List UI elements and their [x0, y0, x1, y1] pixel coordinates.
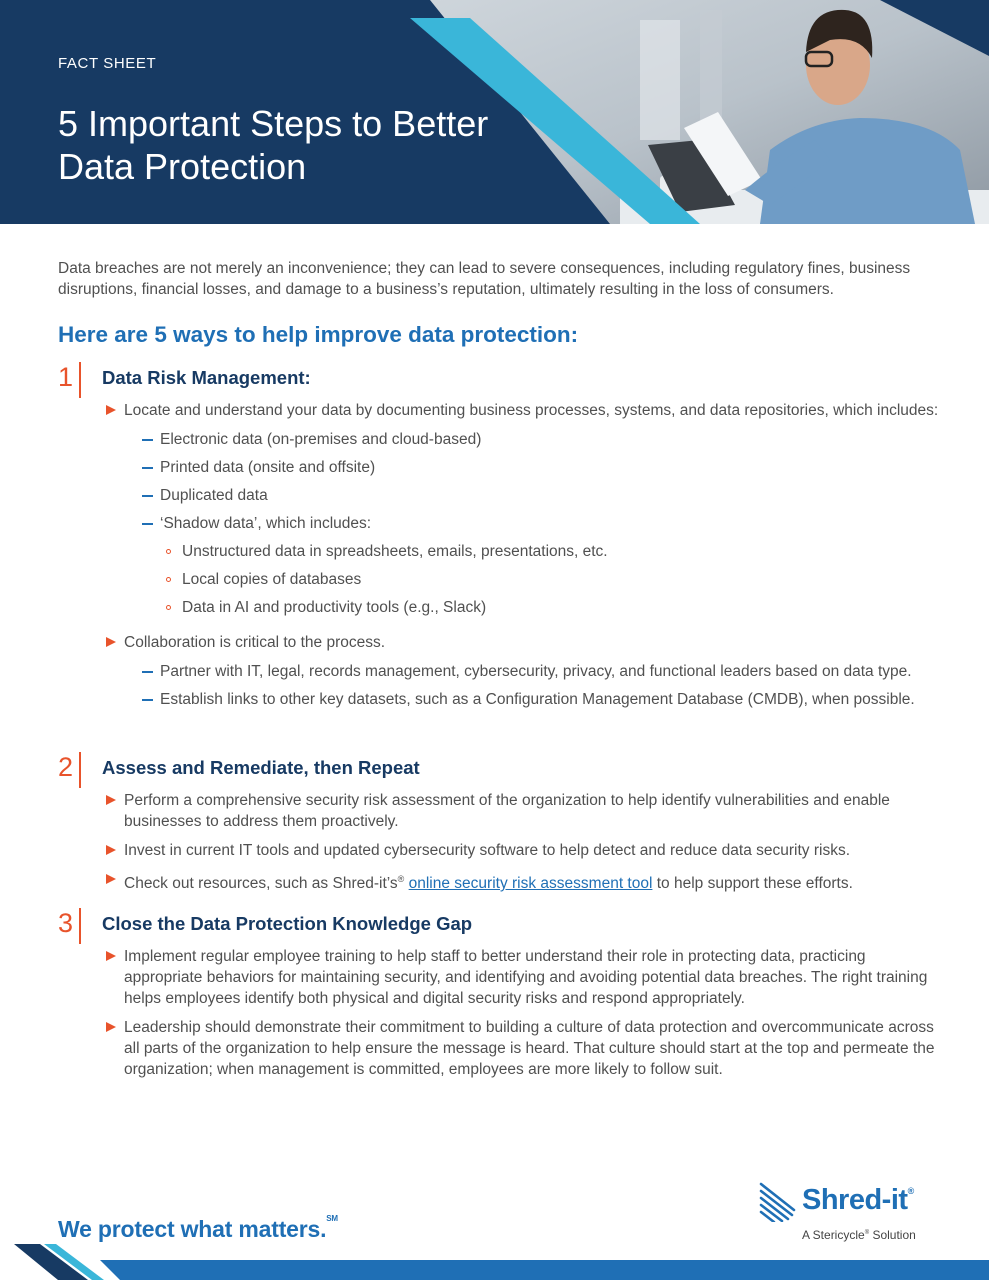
sub-sub-item-text: Local copies of databases: [182, 571, 362, 588]
bullet-text: Locate and understand your data by documenting business processes, systems, and data repositories, which includes:: [124, 402, 939, 419]
sub-sub-item-text: Data in AI and productivity tools (e.g., Slack): [182, 599, 487, 616]
section-rule: [79, 362, 81, 398]
section-number: 2: [58, 752, 74, 782]
sub-sub-item-text: Unstructured data in spreadsheets, emails, presentations, etc.: [182, 543, 608, 560]
page-title: 5 Important Steps to Better Data Protection: [58, 103, 489, 187]
header-banner: [0, 0, 989, 224]
sub-list: [142, 661, 948, 710]
sub-item-text: Electronic data (on-premises and cloud-based): [160, 431, 482, 448]
bullet-item: [106, 946, 948, 1009]
risk-assessment-tool-link[interactable]: online security risk assessment tool: [408, 875, 653, 893]
intro-paragraph: Data breaches are not merely an inconvenience; they can lead to severe consequences, including regulatory fines, business disruptions, financial losses, and damage to a business’s reputation, ultimately resulting in the loss of consumers.: [58, 260, 911, 298]
bullet-list: [106, 400, 948, 710]
circle-bullet-icon: [166, 577, 171, 582]
section-header: [58, 362, 948, 398]
sub-item-text: Establish links to other key datasets, such as a Configuration Management Database (CMDB), when possible.: [160, 691, 915, 708]
sub-item: [142, 513, 948, 618]
logo-sub-text-a: A Stericycle: [802, 1228, 865, 1242]
bullet-text-after: to help support these efforts.: [652, 875, 853, 893]
triangle-bullet-icon: [106, 874, 116, 884]
tagline-text: We protect what matters.: [58, 1216, 327, 1242]
logo-word-text: Shred-it: [802, 1184, 908, 1216]
dash-bullet-icon: [142, 467, 153, 469]
bullet-list: [106, 946, 948, 1080]
sub-sub-item: [166, 541, 948, 562]
bullet-text: Collaboration is critical to the process.: [124, 634, 386, 651]
triangle-bullet-icon: [106, 845, 116, 855]
section-title: Data Risk Management:: [102, 367, 311, 388]
triangle-bullet-icon: [106, 637, 116, 647]
logo-wordmark: [802, 1184, 914, 1217]
dash-bullet-icon: [142, 699, 153, 701]
footer-bar: [0, 1240, 989, 1280]
triangle-bullet-icon: [106, 405, 116, 415]
sub-item: [142, 429, 948, 450]
tagline: [58, 1216, 338, 1243]
triangle-bullet-icon: [106, 795, 116, 805]
bullet-text: Implement regular employee training to help staff to better understand their role in protecting data, practicing appropriate behaviors for maintaining security, and identifying and avoiding potential data breaches. The right training helps employees identify both physical and digital security risks and respond appropriately.: [124, 948, 928, 1007]
bullet-item: [106, 869, 948, 894]
sub-item-text: Printed data (onsite and offsite): [160, 459, 376, 476]
eyebrow-label: FACT SHEET: [58, 55, 157, 72]
triangle-bullet-icon: [106, 1022, 116, 1032]
section-number: 3: [58, 908, 74, 938]
bullet-text-before: Check out resources, such as Shred-it’s: [124, 875, 398, 893]
bullet-item: [106, 790, 948, 832]
bullet-item: [106, 632, 948, 710]
shred-it-logo: [758, 1180, 938, 1246]
sub-item-text: ‘Shadow data’, which includes:: [160, 515, 372, 532]
section-1: [58, 362, 948, 718]
sub-item-text: Partner with IT, legal, records management, cybersecurity, privacy, and functional leaders based on data type.: [160, 663, 912, 680]
service-mark: SM: [326, 1214, 338, 1223]
logo-registered-mark: ®: [907, 1186, 914, 1196]
section-rule: [79, 908, 81, 944]
logo-sub-text-b: Solution: [869, 1228, 916, 1242]
bullet-item: [106, 400, 948, 618]
sub-sub-list: [166, 541, 948, 618]
bullet-text: Leadership should demonstrate their commitment to building a culture of data protection and overcommunicate across all parts of the organization to help ensure the message is heard. That culture should start at the top and permeate the organization; when management is committed, employees are more likely to follow suit.: [124, 1019, 935, 1078]
section-rule: [79, 752, 81, 788]
sub-list: [142, 429, 948, 618]
section-number: 1: [58, 362, 74, 392]
circle-bullet-icon: [166, 549, 171, 554]
section-title: Close the Data Protection Knowledge Gap: [102, 913, 473, 934]
section-3: [58, 908, 948, 1088]
sub-item: [142, 457, 948, 478]
section-header: [58, 752, 948, 788]
triangle-bullet-icon: [106, 951, 116, 961]
dash-bullet-icon: [142, 495, 153, 497]
shred-it-stripes-icon: [758, 1180, 800, 1222]
bullet-text: Perform a comprehensive security risk assessment of the organization to help identify vulnerabilities and enable businesses to address them proactively.: [124, 792, 890, 830]
sub-item: [142, 485, 948, 506]
sub-item: [142, 661, 948, 682]
logo-sub-registered-mark: ®: [864, 1230, 870, 1236]
section-header: [58, 908, 948, 944]
bullet-item: [106, 1017, 948, 1080]
bullet-list: [106, 790, 948, 894]
bullet-text: Invest in current IT tools and updated cybersecurity software to help detect and reduce data security risks.: [124, 842, 851, 859]
dash-bullet-icon: [142, 439, 153, 441]
section-subhead: Here are 5 ways to help improve data protection:: [58, 322, 579, 347]
circle-bullet-icon: [166, 605, 171, 610]
dash-bullet-icon: [142, 523, 153, 525]
sub-item-text: Duplicated data: [160, 487, 268, 504]
dash-bullet-icon: [142, 671, 153, 673]
sub-item: [142, 689, 948, 710]
section-2: [58, 752, 948, 902]
registered-mark: ®: [397, 874, 405, 884]
bullet-item: [106, 840, 948, 861]
section-title: Assess and Remediate, then Repeat: [102, 757, 420, 778]
sub-sub-item: [166, 597, 948, 618]
sub-sub-item: [166, 569, 948, 590]
